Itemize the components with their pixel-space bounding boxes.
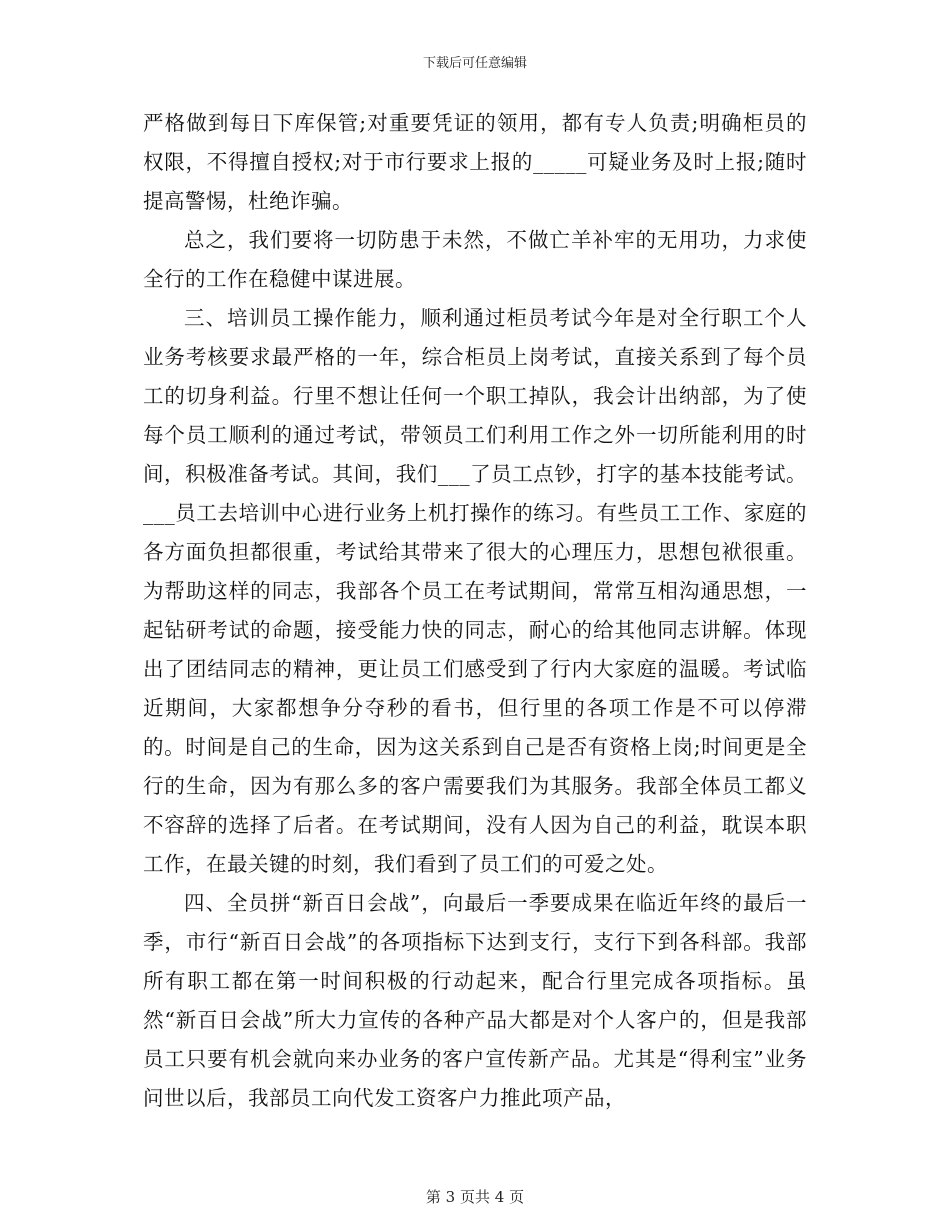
paragraph-4: 四、全员拼“新百日会战”，向最后一季要成果在临近年终的最后一季，市行“新百日会战”的各项指标下达到支行，支行下到各科部。我部所有职工都在第一时间积极的行动起来，配合行里完成各项指标。虽然“新百日会战”所大力宣传的各种产品大都是对个人客户的，但是我部员工只要有机会就向来办业务的客户宣传新产品。尤其是“得利宝”业务问世以后，我部员工向代发工资客户力推此项产品， [143,891,807,1110]
paragraph-1: 严格做到每日下库保管;对重要凭证的领用，都有专人负责;明确柜员的权限，不得擅自授权;对于市行要求上报的_____可疑业务及时上报;随时提高警惕，杜绝诈骗。 [143,111,807,213]
page-footer: 第 3 页共 4 页 [425,1188,525,1206]
document-body [143,104,807,1118]
paragraph-2: 总之，我们要将一切防患于未然，不做亡羊补牢的无用功，力求使全行的工作在稳健中谋进展。 [143,228,807,291]
paragraph-3: 三、培训员工操作能力，顺利通过柜员考试今年是对全行职工个人业务考核要求最严格的一年，综合柜员上岗考试，直接关系到了每个员工的切身利益。行里不想让任何一个职工掉队，我会计出纳部，为了使每个员工顺利的通过考试，带领员工们利用工作之外一切所能利用的时间，积极准备考试。其间，我们___了员工点钞，打字的基本技能考试。___员工去培训中心进行业务上机打操作的练习。有些员工工作、家庭的各方面负担都很重，考试给其带来了很大的心理压力，思想包袱很重。为帮助这样的同志，我部各个员工在考试期间，常常互相沟通思想，一起钻研考试的命题，接受能力快的同志，耐心的给其他同志讲解。体现出了团结同志的精神，更让员工们感受到了行内大家庭的温暖。考试临近期间，大家都想争分夺秒的看书，但行里的各项工作是不可以停滞的。时间是自己的生命，因为这关系到自己是否有资格上岗;时间更是全行的生命，因为有那么多的客户需要我们为其服务。我部全体员工都义不容辞的选择了后者。在考试期间，没有人因为自己的利益，耽误本职工作，在最关键的时刻，我们看到了员工们的可爱之处。 [143,306,807,876]
page-header: 下载后可任意编辑 [422,56,527,71]
